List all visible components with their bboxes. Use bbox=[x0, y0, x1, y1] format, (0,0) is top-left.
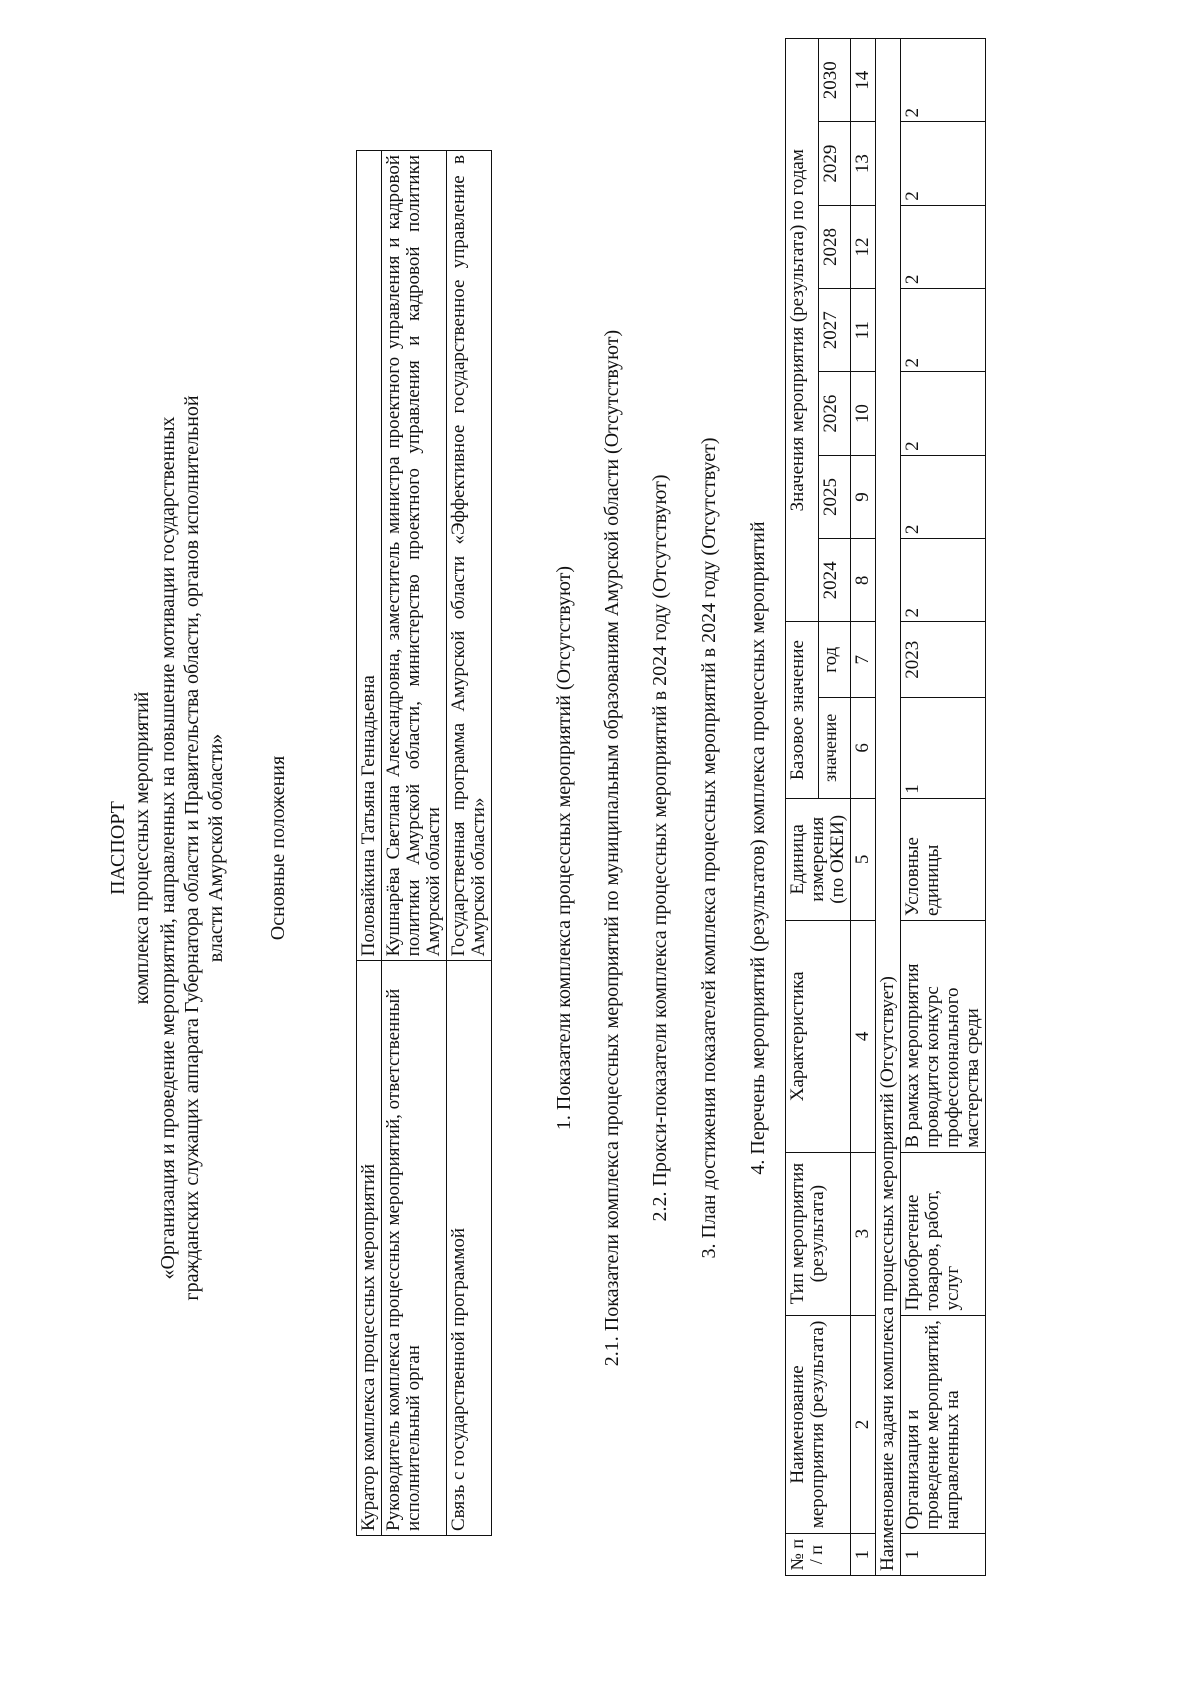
col-header-year-2028: 2028 bbox=[818, 205, 851, 288]
col-number: 2 bbox=[851, 1315, 876, 1534]
col-number: 3 bbox=[851, 1152, 876, 1315]
col-number: 9 bbox=[851, 455, 876, 538]
table-row bbox=[447, 151, 492, 1536]
row-characteristic: В рамках мероприятия проводится конкурс профессионального мастерства среди bbox=[901, 920, 986, 1152]
col-number: 11 bbox=[851, 289, 876, 372]
section-2-2-heading: 2.2. Прокси-показатели комплекса процессных мероприятий в 2024 году (Отсутствуют) bbox=[649, 474, 671, 1222]
row-value-2024: 2 bbox=[901, 539, 986, 622]
col-number: 6 bbox=[851, 698, 876, 799]
col-header-name: Наименование мероприятия (результата) bbox=[786, 1315, 851, 1534]
col-header-base: Базовое значение bbox=[786, 622, 819, 798]
activities-table bbox=[785, 38, 986, 1576]
col-number: 5 bbox=[851, 798, 876, 920]
row-value-2026: 2 bbox=[901, 372, 986, 455]
col-header-year-2029: 2029 bbox=[818, 122, 851, 205]
col-header-characteristic: Характеристика bbox=[786, 920, 851, 1152]
section-2-1-heading: 2.1. Показатели комплекса процессных мероприятий по муниципальным образованиям Амурской области (Отсутствуют) bbox=[601, 329, 623, 1367]
doc-name-line-3: власти Амурской области» bbox=[205, 733, 227, 963]
curator-label: Куратор комплекса процессных мероприятий bbox=[357, 961, 382, 1536]
row-activity-name: Организация и проведение мероприятий, направленных на bbox=[901, 1315, 986, 1534]
link-label: Связь с государственной программой bbox=[447, 961, 492, 1536]
col-header-year-2030: 2030 bbox=[818, 39, 851, 122]
doc-name-line-2: гражданских служащих аппарата Губернатора области и Правительства области, органов исполнительной bbox=[181, 395, 203, 1301]
section-3-heading: 3. План достижения показателей комплекса процессных мероприятий в 2024 году (Отсутствует) bbox=[698, 437, 720, 1259]
row-value-2029: 2 bbox=[901, 122, 986, 205]
col-header-base-year: год bbox=[818, 622, 851, 698]
col-number: 7 bbox=[851, 622, 876, 698]
row-value-2025: 2 bbox=[901, 455, 986, 538]
basic-provisions-table bbox=[356, 150, 492, 1536]
row-num: 1 bbox=[901, 1534, 986, 1576]
task-row bbox=[876, 39, 901, 1576]
col-number: 1 bbox=[851, 1534, 876, 1576]
row-value-2030: 2 bbox=[901, 39, 986, 122]
col-number: 13 bbox=[851, 122, 876, 205]
head-label: Руководитель комплекса процессных мероприятий, ответственный исполнительный орган bbox=[382, 961, 447, 1536]
doc-subtitle: комплекса процессных мероприятий bbox=[131, 691, 153, 1005]
row-activity-type: Приобретение товаров, работ, услуг bbox=[901, 1152, 986, 1315]
col-header-num: № п / п bbox=[786, 1534, 851, 1576]
table-row bbox=[382, 151, 447, 1536]
col-header-year-2024: 2024 bbox=[818, 539, 851, 622]
row-base-value: 1 bbox=[901, 698, 986, 799]
col-header-type: Тип мероприятия (результата) bbox=[786, 1152, 851, 1315]
row-base-year: 2023 bbox=[901, 622, 986, 698]
col-header-year-2025: 2025 bbox=[818, 455, 851, 538]
col-number: 12 bbox=[851, 205, 876, 288]
column-number-row bbox=[851, 39, 876, 1576]
table-row bbox=[901, 39, 986, 1576]
row-value-2028: 2 bbox=[901, 205, 986, 288]
col-number: 4 bbox=[851, 920, 876, 1152]
table-row bbox=[357, 151, 382, 1536]
doc-title: ПАСПОРТ bbox=[107, 801, 129, 895]
col-header-values: Значения мероприятия (результата) по годам bbox=[786, 39, 819, 623]
col-header-year-2027: 2027 bbox=[818, 289, 851, 372]
section-4-heading: 4. Перечень мероприятий (результатов) комплекса процессных мероприятий bbox=[747, 521, 769, 1175]
row-value-2027: 2 bbox=[901, 289, 986, 372]
col-number: 8 bbox=[851, 539, 876, 622]
section-1-heading: 1. Показатели комплекса процессных мероприятий (Отсутствуют) bbox=[553, 565, 575, 1131]
basic-heading: Основные положения bbox=[267, 755, 289, 941]
col-header-base-value: значение bbox=[818, 698, 851, 799]
col-number: 10 bbox=[851, 372, 876, 455]
curator-value: Половайкина Татьяна Геннадьевна bbox=[357, 151, 382, 961]
table-header-row bbox=[786, 39, 819, 1576]
col-header-year-2026: 2026 bbox=[818, 372, 851, 455]
doc-name-line-1: «Организация и проведение мероприятий, направленных на повышение мотивации государственных bbox=[157, 416, 179, 1280]
col-number: 14 bbox=[851, 39, 876, 122]
head-value: Кушнарёва Светлана Александровна, заместитель министра проектного управления и кадровой политики Амурской области, министерство проектного управления и кадровой политики Амурской области bbox=[382, 151, 447, 961]
row-unit: Условные единицы bbox=[901, 798, 986, 920]
task-name: Наименование задачи комплекса процессных мероприятий (Отсутствует) bbox=[876, 39, 901, 1576]
col-header-unit: Единица измерения (по ОКЕИ) bbox=[786, 798, 851, 920]
link-value: Государственная программа Амурской области «Эффективное государственное управление в Амурской области» bbox=[447, 151, 492, 961]
